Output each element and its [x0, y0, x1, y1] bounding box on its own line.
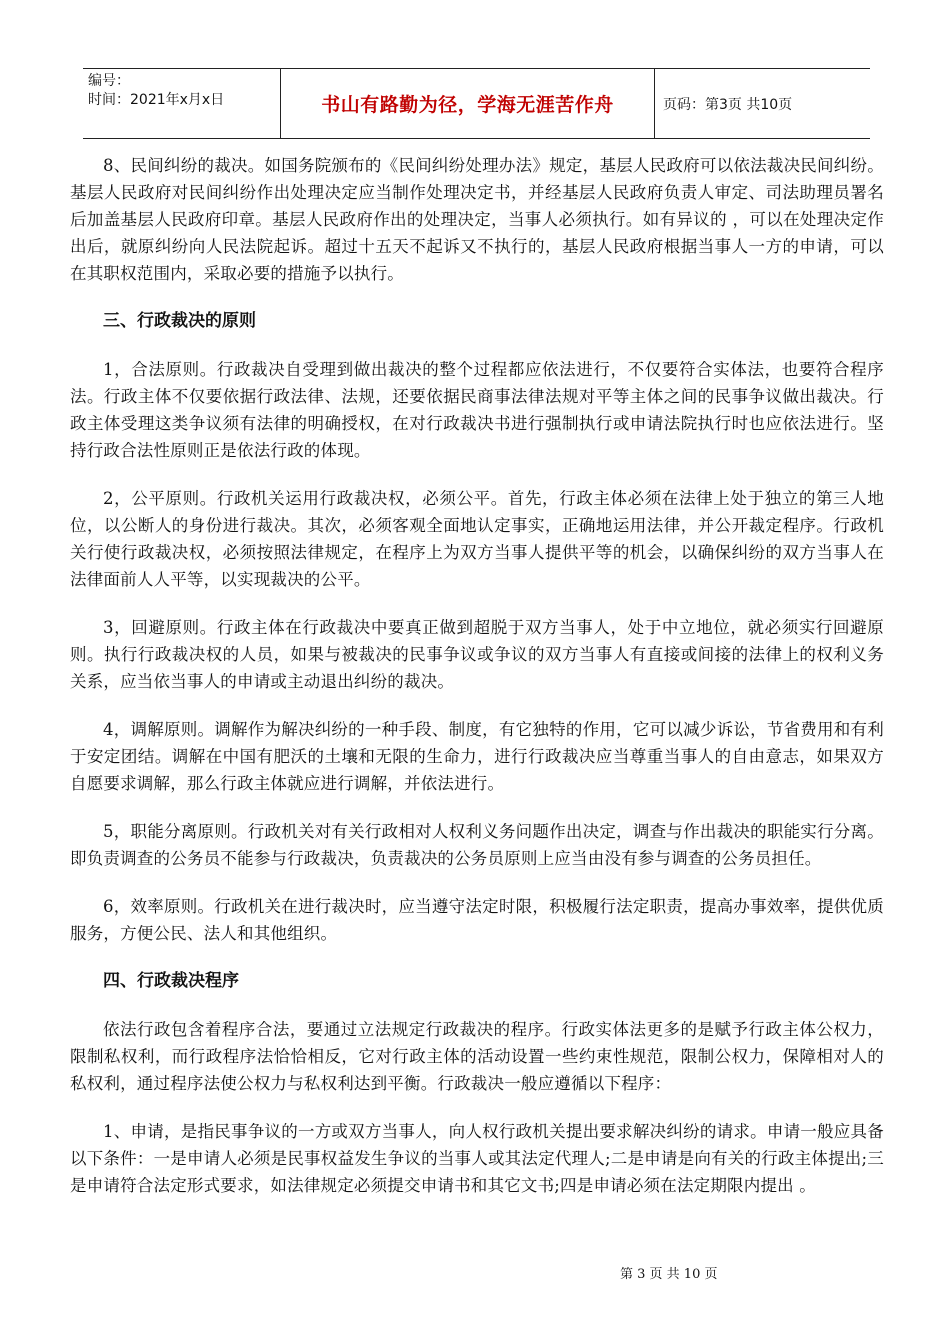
paragraph-legality-principle: 1，合法原则。行政裁决自受理到做出裁决的整个过程都应依法进行，不仅要符合实体法，也要符合程序法。行政主体不仅要依据行政法律、法规，还要依据民商事法律法规对平等主体之间的民事争议做出裁决。行政主体受理这类争议须有法律的明确授权，在对行政裁决书进行强制执行或申请法院执行时也应依法进行。坚持行政合法性原则正是依法行政的体现。	[70, 360, 884, 460]
paragraph-procedure-intro: 依法行政包含着程序合法，要通过立法规定行政裁决的程序。行政实体法更多的是赋予行政主体公权力，限制私权利，而行政程序法恰恰相反，它对行政主体的活动设置一些约束性规范，限制公权力，保障相对人的私权利，通过程序法使公权力与私权利达到平衡。行政裁决一般应遵循以下程序：	[70, 1020, 884, 1093]
document-body	[70, 152, 884, 1220]
paragraph-mediation-principle: 4，调解原则。调解作为解决纠纷的一种手段、制度，有它独特的作用，它可以减少诉讼，节省费用和有利于安定团结。调解在中国有肥沃的土壤和无限的生命力，进行行政裁决应当尊重当事人的自由意志，如果双方自愿要求调解，那么行政主体就应进行调解，并依法进行。	[70, 720, 884, 793]
header-meta	[83, 69, 281, 138]
document-number-label: 编号：	[88, 73, 130, 89]
document-time-label: 时间：2021年x月x日	[88, 92, 225, 108]
paragraph-civil-dispute-ruling: 8、民间纠纷的裁决。如国务院颁布的《民间纠纷处理办法》规定，基层人民政府可以依法裁决民间纠纷。基层人民政府对民间纠纷作出处理决定应当制作处理决定书，并经基层人民政府负责人审定、司法助理员署名后加盖基层人民政府印章。基层人民政府作出的处理决定，当事人必须执行。如有异议的 ，可以在处理决定作出后，就原纠纷向人民法院起诉。超过十五天不起诉又不执行的，基层人民政府根据当事人一方的申请，可以在其职权范围内，采取必要的措施予以执行。	[70, 156, 884, 283]
paragraph-separation-principle: 5，职能分离原则。行政机关对有关行政相对人权利义务问题作出决定，调查与作出裁决的职能实行分离。即负责调查的公务员不能参与行政裁决，负责裁决的公务员原则上应当由没有参与调查的公务员担任。	[70, 822, 884, 868]
paragraph-application-step: 1、申请，是指民事争议的一方或双方当事人，向人权行政机关提出要求解决纠纷的请求。申请一般应具备以下条件：一是申请人必须是民事权益发生争议的当事人或其法定代理人;二是申请是向有关的行政主体提出;三是申请符合法定形式要求，如法律规定必须提交申请书和其它文书;四是申请必须在法定期限内提出 。	[70, 1122, 884, 1195]
page-footer: 第 3 页 共 10 页	[620, 1267, 718, 1282]
paragraph-efficiency-principle: 6，效率原则。行政机关在进行裁决时，应当遵守法定时限，积极履行法定职责，提高办事效率，提供优质服务，方便公民、法人和其他组织。	[70, 897, 884, 943]
paragraph-fairness-principle: 2，公平原则。行政机关运用行政裁决权，必须公平。首先，行政主体必须在法律上处于独立的第三人地位，以公断人的身份进行裁决。其次，必须客观全面地认定事实，正确地运用法律，并公开裁定程序。行政机关行使行政裁决权，必须按照法律规定，在程序上为双方当事人提供平等的机会，以确保纠纷的双方当事人在法律面前人人平等，以实现裁决的公平。	[70, 489, 884, 589]
header-page-info: 页码：第3页 共10页	[663, 96, 793, 113]
document-header	[83, 68, 870, 139]
paragraph-recusal-principle: 3，回避原则。行政主体在行政裁决中要真正做到超脱于双方当事人，处于中立地位，就必须实行回避原则。执行行政裁决权的人员，如果与被裁决的民事争议或争议的双方当事人有直接或间接的法律上的权利义务关系，应当依当事人的申请或主动退出纠纷的裁决。	[70, 618, 884, 691]
section-heading-principles: 三、行政裁决的原则	[103, 311, 256, 331]
section-heading-procedure: 四、行政裁决程序	[103, 971, 239, 991]
header-motto: 书山有路勤为径，学海无涯苦作舟	[281, 69, 655, 138]
